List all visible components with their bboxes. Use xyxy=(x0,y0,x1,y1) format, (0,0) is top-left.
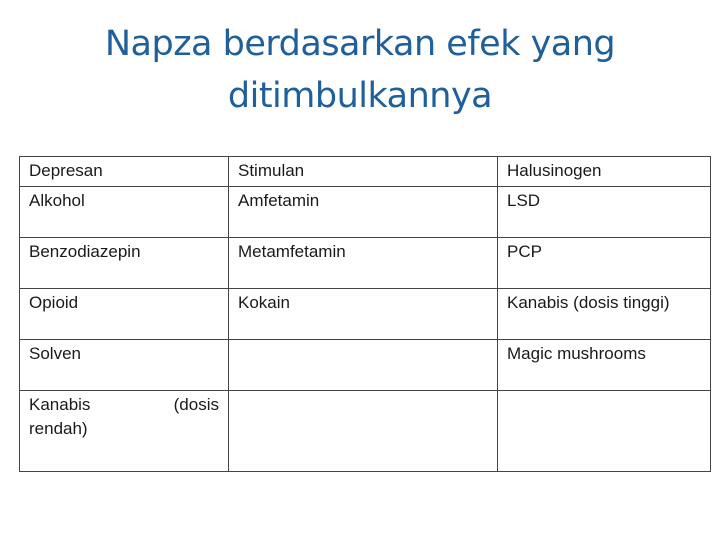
table-cell: Opioid xyxy=(20,289,229,340)
table-cell: Kokain xyxy=(229,289,498,340)
napza-classification-table xyxy=(19,156,711,472)
slide-title-line-1: Napza berdasarkan efek yang xyxy=(104,24,616,64)
table-cell: LSD xyxy=(498,187,711,238)
cell-line-2: rendah) xyxy=(29,419,88,438)
slide-title-line-2: ditimbulkannya xyxy=(227,76,493,116)
slide-title xyxy=(60,18,660,122)
table-row xyxy=(20,238,711,289)
header-depresan: Depresan xyxy=(20,157,229,187)
table-cell: Solven xyxy=(20,340,229,391)
table-cell: Alkohol xyxy=(20,187,229,238)
cell-word-kanabis: Kanabis xyxy=(29,395,91,414)
table-cell: Metamfetamin xyxy=(229,238,498,289)
header-stimulan: Stimulan xyxy=(229,157,498,187)
cell-word-dosis: (dosis xyxy=(173,395,219,414)
header-halusinogen: Halusinogen xyxy=(498,157,711,187)
table-row xyxy=(20,340,711,391)
table-cell xyxy=(229,340,498,391)
table-header-row xyxy=(20,157,711,187)
table-row xyxy=(20,187,711,238)
table-cell: Magic mushrooms xyxy=(498,340,711,391)
table-cell xyxy=(498,391,711,472)
table-row xyxy=(20,289,711,340)
table-cell-kanabis-dosis-rendah xyxy=(20,391,229,472)
table-cell: Kanabis (dosis tinggi) xyxy=(498,289,711,340)
table-row xyxy=(20,391,711,472)
cell-line-1 xyxy=(29,393,219,417)
table-cell: Amfetamin xyxy=(229,187,498,238)
table-cell: PCP xyxy=(498,238,711,289)
table-cell xyxy=(229,391,498,472)
table-cell: Benzodiazepin xyxy=(20,238,229,289)
